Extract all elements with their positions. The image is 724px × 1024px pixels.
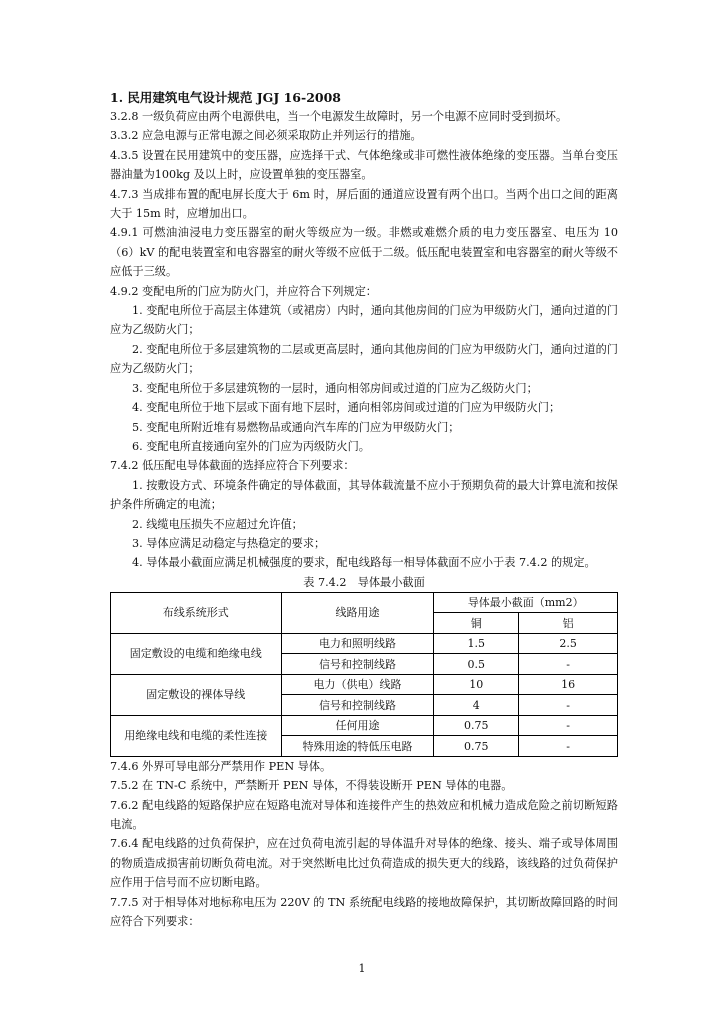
clause-3-3-2: 3.3.2 应急电源与正常电源之间必须采取防止并列运行的措施。	[110, 129, 422, 143]
usage-cell: 特殊用途的特低压电路	[281, 736, 434, 757]
usage-cell: 任何用途	[281, 715, 434, 736]
aluminum-cell: -	[519, 736, 618, 757]
clause-7-7-5: 7.7.5 对于相导体对地标称电压为 220V 的 TN 系统配电线路的接地故障保护，其切断故障回路的时间应符合下列要求：	[110, 895, 618, 928]
clause-7-4-2: 7.4.2 低压配电导体截面的选择应符合下列要求：	[110, 459, 355, 473]
clause-7-6-2: 7.6.2 配电线路的短路保护应在短路电流对导体和连接件产生的热效应和机械力造成危险之前切断短路电流。	[110, 798, 618, 831]
header-min-section: 导体最小截面（mm2）	[434, 592, 618, 613]
copper-cell: 1.5	[434, 633, 519, 654]
door-item-2: 2. 变配电所位于多层建筑物的二层或更高层时，通向其他房间的门应为甲级防火门，通向过道的门应为乙级防火门；	[110, 342, 618, 376]
door-item-5: 5. 变配电所附近堆有易燃物品或通向汽车库的门应为甲级防火门；	[132, 420, 460, 434]
clause-7-5-2: 7.5.2 在 TN-C 系统中，严禁断开 PEN 导体，不得装设断开 PEN 导体的电器。	[110, 779, 513, 793]
clause-4-7-3: 4.7.3 当成排布置的配电屏长度大于 6m 时，屏后面的通道应设置有两个出口。当两个出口之间的距离大于 15m 时，应增加出口。	[110, 187, 618, 221]
system-cell: 固定敷设的电缆和绝缘电线	[111, 633, 282, 674]
door-item-1: 1. 变配电所位于高层主体建筑（或裙房）内时，通向其他房间的门应为甲级防火门，通向过道的门应为乙级防火门；	[110, 304, 618, 337]
usage-cell: 信号和控制线路	[281, 654, 434, 675]
aluminum-cell: -	[519, 654, 618, 675]
copper-cell: 0.5	[434, 654, 519, 675]
table-row	[111, 715, 618, 736]
clause-7-6-4: 7.6.4 配电线路的过负荷保护，应在过负荷电流引起的导体温升对导体的绝缘、接头、端子或导体周围的物质造成损害前切断负荷电流。对于突然断电比过负荷造成的损失更大的线路，该线路的过负荷保护应作用于信号而不应切断电路。	[110, 837, 618, 890]
aluminum-cell: -	[519, 715, 618, 736]
section-item-2: 2. 线缆电压损失不应超过允许值；	[132, 517, 303, 531]
table-header-row	[111, 592, 618, 613]
aluminum-cell: 2.5	[519, 633, 618, 654]
copper-cell: 0.75	[434, 736, 519, 757]
section-item-1: 1. 按敷设方式、环境条件确定的导体截面，其导体载流量不应小于预期负荷的最大计算电流和按保护条件所确定的电流；	[110, 478, 618, 512]
clause-4-9-2: 4.9.2 变配电所的门应为防火门，并应符合下列规定：	[110, 284, 377, 298]
page-number: 1	[358, 962, 366, 975]
system-cell: 用绝缘电线和电缆的柔性连接	[111, 715, 282, 756]
usage-cell: 电力（供电）线路	[281, 674, 434, 695]
usage-cell: 电力和照明线路	[281, 633, 434, 654]
table-row	[111, 674, 618, 695]
header-system: 布线系统形式	[111, 592, 282, 633]
section-item-4: 4. 导体最小截面应满足机械强度的要求，配电线路每一相导体截面不应小于表 7.4.2 的规定。	[132, 556, 596, 570]
section-item-3: 3. 导体应满足动稳定与热稳定的要求；	[132, 536, 326, 550]
usage-cell: 信号和控制线路	[281, 695, 434, 716]
copper-cell: 4	[434, 695, 519, 716]
aluminum-cell: -	[519, 695, 618, 716]
clause-3-2-8: 3.2.8 一级负荷应由两个电源供电，当一个电源发生故障时，另一个电源不应同时受到损坏。	[110, 110, 568, 123]
document-page	[110, 88, 618, 931]
door-item-3: 3. 变配电所位于多层建筑物的一层时，通向相邻房间或过道的门应为乙级防火门；	[132, 381, 538, 395]
table-caption: 表 7.4.2 导体最小截面	[303, 575, 425, 589]
clause-4-3-5: 4.3.5 设置在民用建筑中的变压器，应选择干式、气体绝缘或非可燃性液体绝缘的变压器。当单台变压器油量为100kg 及以上时，应设置单独的变压器室。	[110, 148, 618, 182]
copper-cell: 0.75	[434, 715, 519, 736]
document-heading: 1. 民用建筑电气设计规范 JGJ 16-2008	[110, 90, 341, 105]
copper-cell: 10	[434, 674, 519, 695]
min-section-table	[110, 592, 618, 757]
door-item-4: 4. 变配电所位于地下层或下面有地下层时，通向相邻房间或过道的门应为甲级防火门；	[132, 401, 561, 415]
header-aluminum: 铝	[519, 613, 618, 634]
aluminum-cell: 16	[519, 674, 618, 695]
system-cell: 固定敷设的裸体导线	[111, 674, 282, 715]
table-row	[111, 633, 618, 654]
door-item-6: 6. 变配电所直接通向室外的门应为丙级防火门。	[132, 439, 370, 453]
clause-7-4-6: 7.4.6 外界可导电部分严禁用作 PEN 导体。	[110, 759, 332, 773]
header-copper: 铜	[434, 613, 519, 634]
clause-4-9-1: 4.9.1 可燃油油浸电力变压器室的耐火等级应为一级。非燃或难燃介质的电力变压器室、电压为 10（6）kV 的配电装置室和电容器室的耐火等级不应低于二级。低压配电装置室和电容器室的耐火等级不应低于三级。	[110, 226, 618, 279]
header-usage: 线路用途	[281, 592, 434, 633]
